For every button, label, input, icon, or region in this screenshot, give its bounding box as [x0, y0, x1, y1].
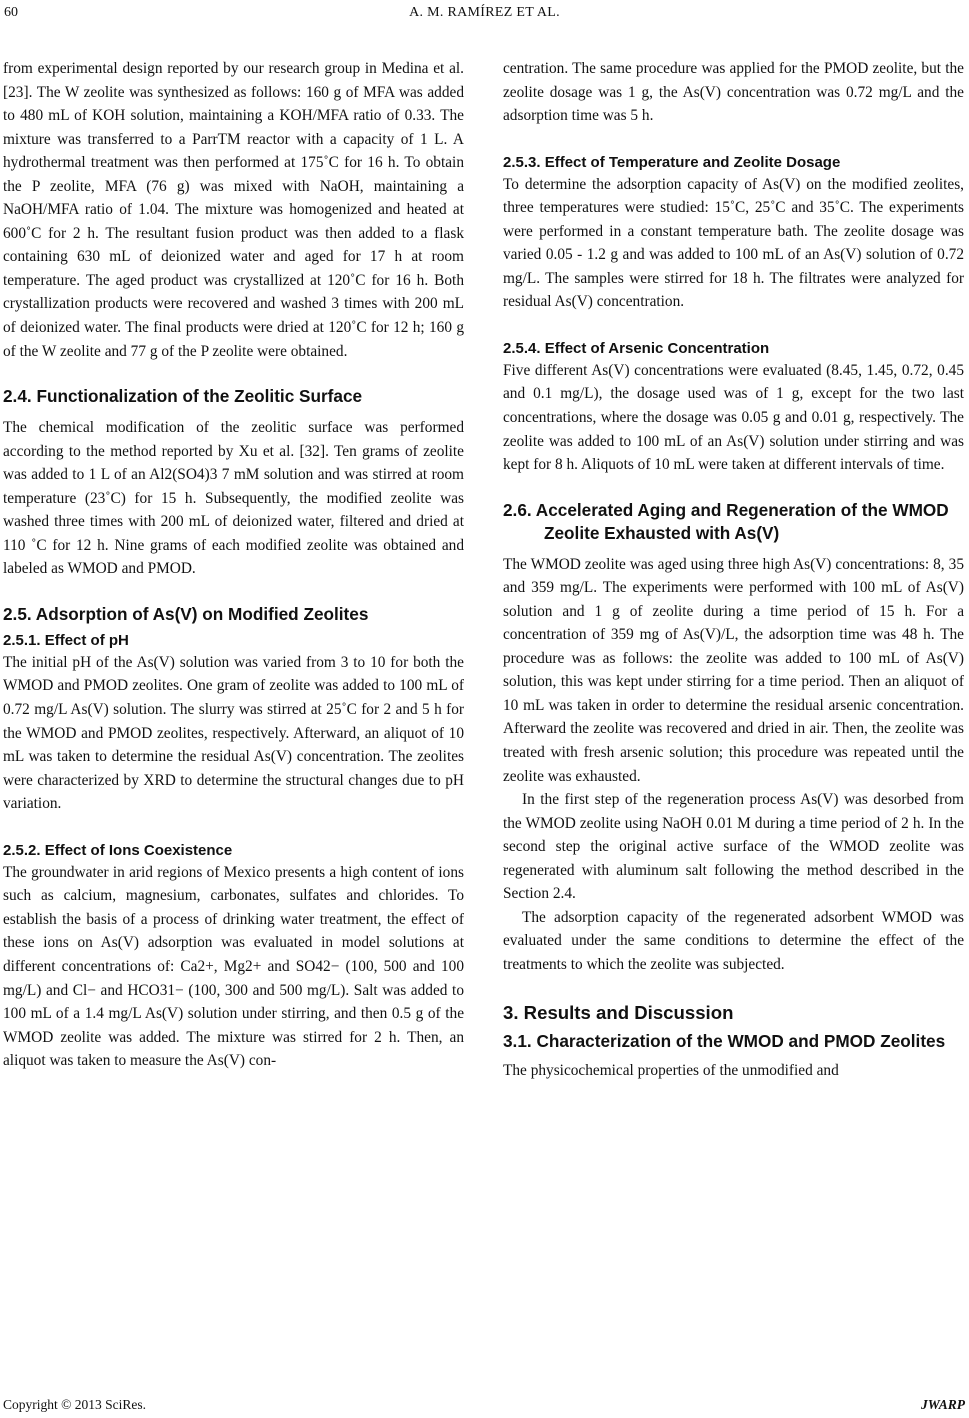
section-2-6-heading: 2.6. Accelerated Aging and Regeneration of the WMOD Zeolite Exhausted with As(V)	[503, 499, 949, 543]
copyright-notice: Copyright © 2013 SciRes.	[3, 1397, 147, 1412]
paragraph-intro-continued: from experimental design reported by our research group in Medina et al. [23]. The W zeolite was synthesized as follows: 160 g of MFA was added to 480 mL of KOH solution, maintaining a KOH/MFA ratio of 0.33. The mixture was transferred to a ParrTM reactor with a capacity of 1 L. A hydrothermal treatment was then performed at 175˚C for 16 h. To obtain the P zeolite, MFA (76 g) was mixed with NaOH, maintaining a NaOH/MFA ratio of 1.04. The mixture was homogenized and heated at 600˚C for 2 h. The resultant fusion product was then added to a flask containing 630 mL of deionized water and aged for 17 h at room temperature. The aged product was crystallized at 120˚C for 16 h. Both crystallization products were recovered and washed 3 times with 200 mL of deionized water. The final products were dried at 120˚C for 12 h; 160 g of the W zeolite and 77 g of the P zeolite were obtained.	[3, 60, 464, 360]
section-3-heading: 3. Results and Discussion	[503, 1001, 734, 1023]
section-2-5-3-heading: 2.5.3. Effect of Temperature and Zeolite Dosage	[503, 153, 841, 171]
section-2-5-1-heading: 2.5.1. Effect of pH	[3, 631, 129, 649]
section-2-5-4-heading: 2.5.4. Effect of Arsenic Concentration	[503, 339, 770, 357]
section-2-6-paragraph-3: The adsorption capacity of the regenerated adsorbent WMOD was evaluated under the same conditions to determine the effect of the treatments to which the zeolite was subjected.	[503, 908, 964, 973]
running-head: A. M. RAMÍREZ ET AL.	[409, 5, 560, 20]
section-2-4-body: The chemical modification of the zeolitic surface was performed according to the method reported by Xu et al. [32]. Ten grams of zeolite was added to 1 L of an Al2(SO4)3 7 mM solution and was stirred at room temperature (23˚C) for 15 h. Subsequently, the modified zeolite was washed three times with 200 mL of deionized water, filtered and dried at 110 ˚C for 12 h. Nine grams of each modified zeolite was obtained and labeled as WMOD and PMOD.	[3, 419, 464, 578]
page-number: 60	[4, 5, 18, 20]
paragraph-2-5-2-continued: centration. The same procedure was applied for the PMOD zeolite, but the zeolite dosage was 1 g, the As(V) concentration was 0.72 mg/L and the adsorption time was 5 h.	[503, 60, 964, 125]
section-2-5-1-body: The initial pH of the As(V) solution was varied from 3 to 10 for both the WMOD and PMOD zeolites. One gram of zeolite was added to 100 mL of 0.72 mg/L As(V) solution. The slurry was stirred at 25˚C for 2 and 5 h for the WMOD and PMOD zeolites, respectively. Afterward, an aliquot of 10 mL was taken to determine the residual As(V) concentration. The zeolites were characterized by XRD to determine the structural changes due to pH variation.	[3, 653, 464, 813]
section-2-5-2-heading: 2.5.2. Effect of Ions Coexistence	[3, 841, 233, 859]
section-2-6-paragraph-1: The WMOD zeolite was aged using three high As(V) concentrations: 8, 35 and 359 mg/L. The experiments were performed with 100 mL of As(V) solution and 1 g of zeolite during a time period of 15 h. For a concentration of 359 mg of As(V)/L, the adsorption time was 48 h. The procedure was as follows: the zeolite was added to 100 mL of As(V) solution, this was kept under stirring for a time period. Then an aliquot of 10 mL was taken in order to determine the residual arsenic concentration. Afterward the zeolite was recovered and dried in air. Then, the zeolite was treated with fresh arsenic solution; this procedure was repeated until the zeolite was exhausted.	[503, 555, 964, 785]
page-footer	[0, 1397, 969, 1417]
journal-abbreviation: JWARP	[920, 1397, 965, 1412]
page-header	[0, 5, 969, 25]
section-2-5-2-body: The groundwater in arid regions of Mexico presents a high content of ions such as calcium, magnesium, carbonates, sulfates and chlorides. To establish the basis of a process of drinking water treatment, the effect of these ions on As(V) adsorption was evaluated in model solutions at different concentrations of: Ca2+, Mg2+ and SO42− (100, 500 and 100 mg/L) and Cl− and HCO31− (100, 300 and 500 mg/L). Salt was added to 100 mL of a 1.4 mg/L As(V) solution under stirring, and then 0.5 g of the WMOD zeolite was added. The mixture was stirred for 2 h. Then, an aliquot was taken to measure the As(V) con-	[3, 863, 464, 1070]
section-2-5-3-body: To determine the adsorption capacity of As(V) on the modified zeolites, three temperatures were studied: 15˚C, 25˚C and 35˚C. The experiments were performed in a constant temperature bath. The zeolite dosage was varied 0.05 - 1.2 g and was added to 100 mL of an As(V) solution of 0.72 mg/L. The samples were stirred for 18 h. The filtrates were analyzed for residual As(V) concentration.	[503, 175, 964, 311]
section-2-4-heading: 2.4. Functionalization of the Zeolitic Surface	[3, 386, 363, 407]
section-2-5-4-body: Five different As(V) concentrations were evaluated (8.45, 1.45, 0.72, 0.45 and 0.1 mg/L), the dosage used was of 1 g, except for the two last concentrations, where the dosage was 0.05 g and 0.01 g, respectively. The zeolite was added to 100 mL of an As(V) solution under stirring and was kept for 8 h. Aliquots of 10 mL were taken at different intervals of time.	[503, 361, 964, 474]
right-column	[503, 57, 964, 1082]
left-column	[3, 57, 464, 1073]
section-3-1-heading: 3.1. Characterization of the WMOD and PMOD Zeolites	[503, 1030, 946, 1051]
section-3-1-body: The physicochemical properties of the unmodified and	[503, 1061, 839, 1079]
section-2-5-heading: 2.5. Adsorption of As(V) on Modified Zeolites	[3, 603, 369, 624]
section-2-6-paragraph-2: In the first step of the regeneration process As(V) was desorbed from the WMOD zeolite using NaOH 0.01 M during a time period of 2 h. In the second step the original active surface of the WMOD zeolite was regenerated with aluminum salt following the method described in the Section 2.4.	[503, 791, 964, 903]
